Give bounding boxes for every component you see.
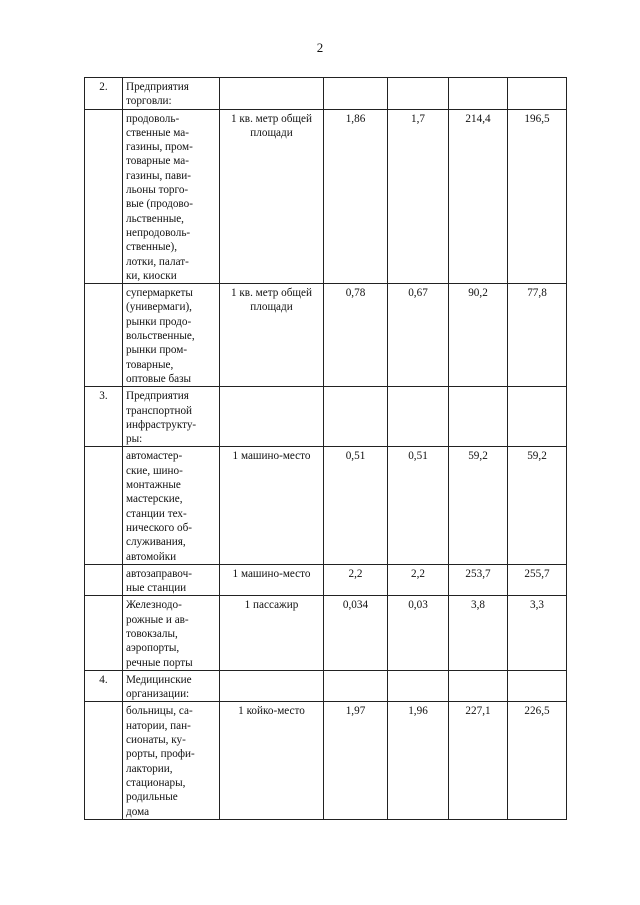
value-cell-2: 0,03 [388,596,449,670]
facility-type-line: автозаправоч- [126,567,192,580]
row-number-cell: 3. [85,387,123,447]
facility-type-line: торговли: [126,95,172,108]
facility-type-line: организации: [126,688,190,701]
value-cell-3: 90,2 [449,284,508,387]
facility-type-line: Предприятия [126,390,189,403]
facility-type-line: товокзалы, [126,627,178,640]
page-number: 2 [316,40,324,55]
value-cell-2: 1,96 [388,702,449,819]
value-cell-2 [388,387,449,447]
facility-type-line: льоны торго- [126,184,189,197]
facility-type-cell [123,447,220,564]
norms-table [84,77,567,820]
unit-cell: 1 койко-место [220,702,324,819]
facility-type-line: Железнодо- [126,599,182,612]
value-cell-4 [508,670,567,702]
facility-type-cell [123,78,220,110]
facility-type-cell [123,670,220,702]
row-number-cell: 2. [85,78,123,110]
facility-type-line: ственные), [126,241,178,254]
unit-cell: 1 кв. метр общей площади [220,109,324,284]
table-row [85,109,567,284]
facility-type-cell [123,702,220,819]
facility-type-line: ские, шино- [126,464,183,477]
facility-type-line: мастерские, [126,493,183,506]
facility-type-cell [123,284,220,387]
value-cell-2 [388,670,449,702]
value-cell-4: 59,2 [508,447,567,564]
value-cell-4: 77,8 [508,284,567,387]
value-cell-1: 0,78 [324,284,388,387]
facility-type-line: вые (продово- [126,198,193,211]
unit-cell: 1 пассажир [220,596,324,670]
facility-type-line: Предприятия [126,81,189,93]
facility-type-line: больницы, са- [126,705,193,718]
value-cell-1: 2,2 [324,564,388,596]
value-cell-3: 3,8 [449,596,508,670]
facility-type-line: служивания, [126,536,186,549]
facility-type-line: (универмаги), [126,301,192,314]
table-row [85,564,567,596]
value-cell-1: 0,034 [324,596,388,670]
value-cell-4: 226,5 [508,702,567,819]
facility-type-line: речные порты [126,656,193,669]
facility-type-line: рынки пром- [126,344,188,357]
row-number-cell [85,596,123,670]
facility-type-line: ные станции [126,582,187,595]
value-cell-2: 0,51 [388,447,449,564]
value-cell-2: 2,2 [388,564,449,596]
table-row [85,387,567,447]
value-cell-4: 255,7 [508,564,567,596]
unit-cell: 1 кв. метр общей площади [220,284,324,387]
table-row [85,596,567,670]
facility-type-line: лотки, палат- [126,255,189,268]
value-cell-1 [324,387,388,447]
table-row [85,702,567,819]
unit-cell [220,387,324,447]
value-cell-1 [324,670,388,702]
facility-type-line: ки, киоски [126,269,177,282]
facility-type-line: аэропорты, [126,642,180,655]
value-cell-1: 1,86 [324,109,388,284]
facility-type-line: дома [126,805,150,818]
row-number-cell [85,702,123,819]
unit-cell: 1 машино-место [220,564,324,596]
facility-type-line: газины, пром- [126,141,193,154]
facility-type-line: льственные, [126,212,184,225]
facility-type-line: лактории, [126,762,173,775]
row-number-cell [85,447,123,564]
value-cell-4: 196,5 [508,109,567,284]
facility-type-line: монтажные [126,479,181,492]
value-cell-4: 3,3 [508,596,567,670]
facility-type-cell [123,387,220,447]
row-number-cell [85,284,123,387]
facility-type-cell [123,596,220,670]
facility-type-line: стационары, [126,776,186,789]
facility-type-line: товарные, [126,358,174,371]
value-cell-4 [508,387,567,447]
facility-type-line: товарные ма- [126,155,189,168]
unit-cell [220,78,324,110]
facility-type-line: ры: [126,433,143,446]
facility-type-line: непродоволь- [126,226,191,239]
value-cell-1: 1,97 [324,702,388,819]
facility-type-line: станции тех- [126,507,187,520]
facility-type-line: газины, пави- [126,169,192,182]
table-row [85,284,567,387]
value-cell-3 [449,78,508,110]
value-cell-3: 253,7 [449,564,508,596]
table-row [85,78,567,110]
row-number-cell [85,109,123,284]
facility-type-line: транспортной [126,404,193,417]
table-row [85,447,567,564]
facility-type-line: супермаркеты [126,287,193,300]
facility-type-line: рынки продо- [126,315,192,328]
row-number-cell [85,564,123,596]
facility-type-line: рожные и ав- [126,613,189,626]
table-row [85,670,567,702]
value-cell-1 [324,78,388,110]
unit-cell: 1 машино-место [220,447,324,564]
facility-type-line: вольственные, [126,330,195,343]
value-cell-2 [388,78,449,110]
facility-type-line: натории, пан- [126,719,191,732]
facility-type-line: рорты, профи- [126,748,195,761]
value-cell-1: 0,51 [324,447,388,564]
value-cell-3: 59,2 [449,447,508,564]
value-cell-2: 1,7 [388,109,449,284]
facility-type-line: родильные [126,791,178,804]
unit-cell [220,670,324,702]
value-cell-3 [449,387,508,447]
value-cell-3 [449,670,508,702]
facility-type-cell [123,564,220,596]
facility-type-line: нического об- [126,521,192,534]
facility-type-line: продоволь- [126,112,180,125]
facility-type-line: ственные ма- [126,126,189,139]
value-cell-2: 0,67 [388,284,449,387]
facility-type-line: инфраструкту- [126,418,197,431]
value-cell-3: 214,4 [449,109,508,284]
value-cell-3: 227,1 [449,702,508,819]
value-cell-4 [508,78,567,110]
facility-type-line: Медицинские [126,673,192,686]
facility-type-cell [123,109,220,284]
facility-type-line: автомастер- [126,450,183,463]
facility-type-line: автомойки [126,550,177,563]
facility-type-line: оптовые базы [126,372,192,385]
row-number-cell: 4. [85,670,123,702]
facility-type-line: сионаты, ку- [126,734,186,747]
